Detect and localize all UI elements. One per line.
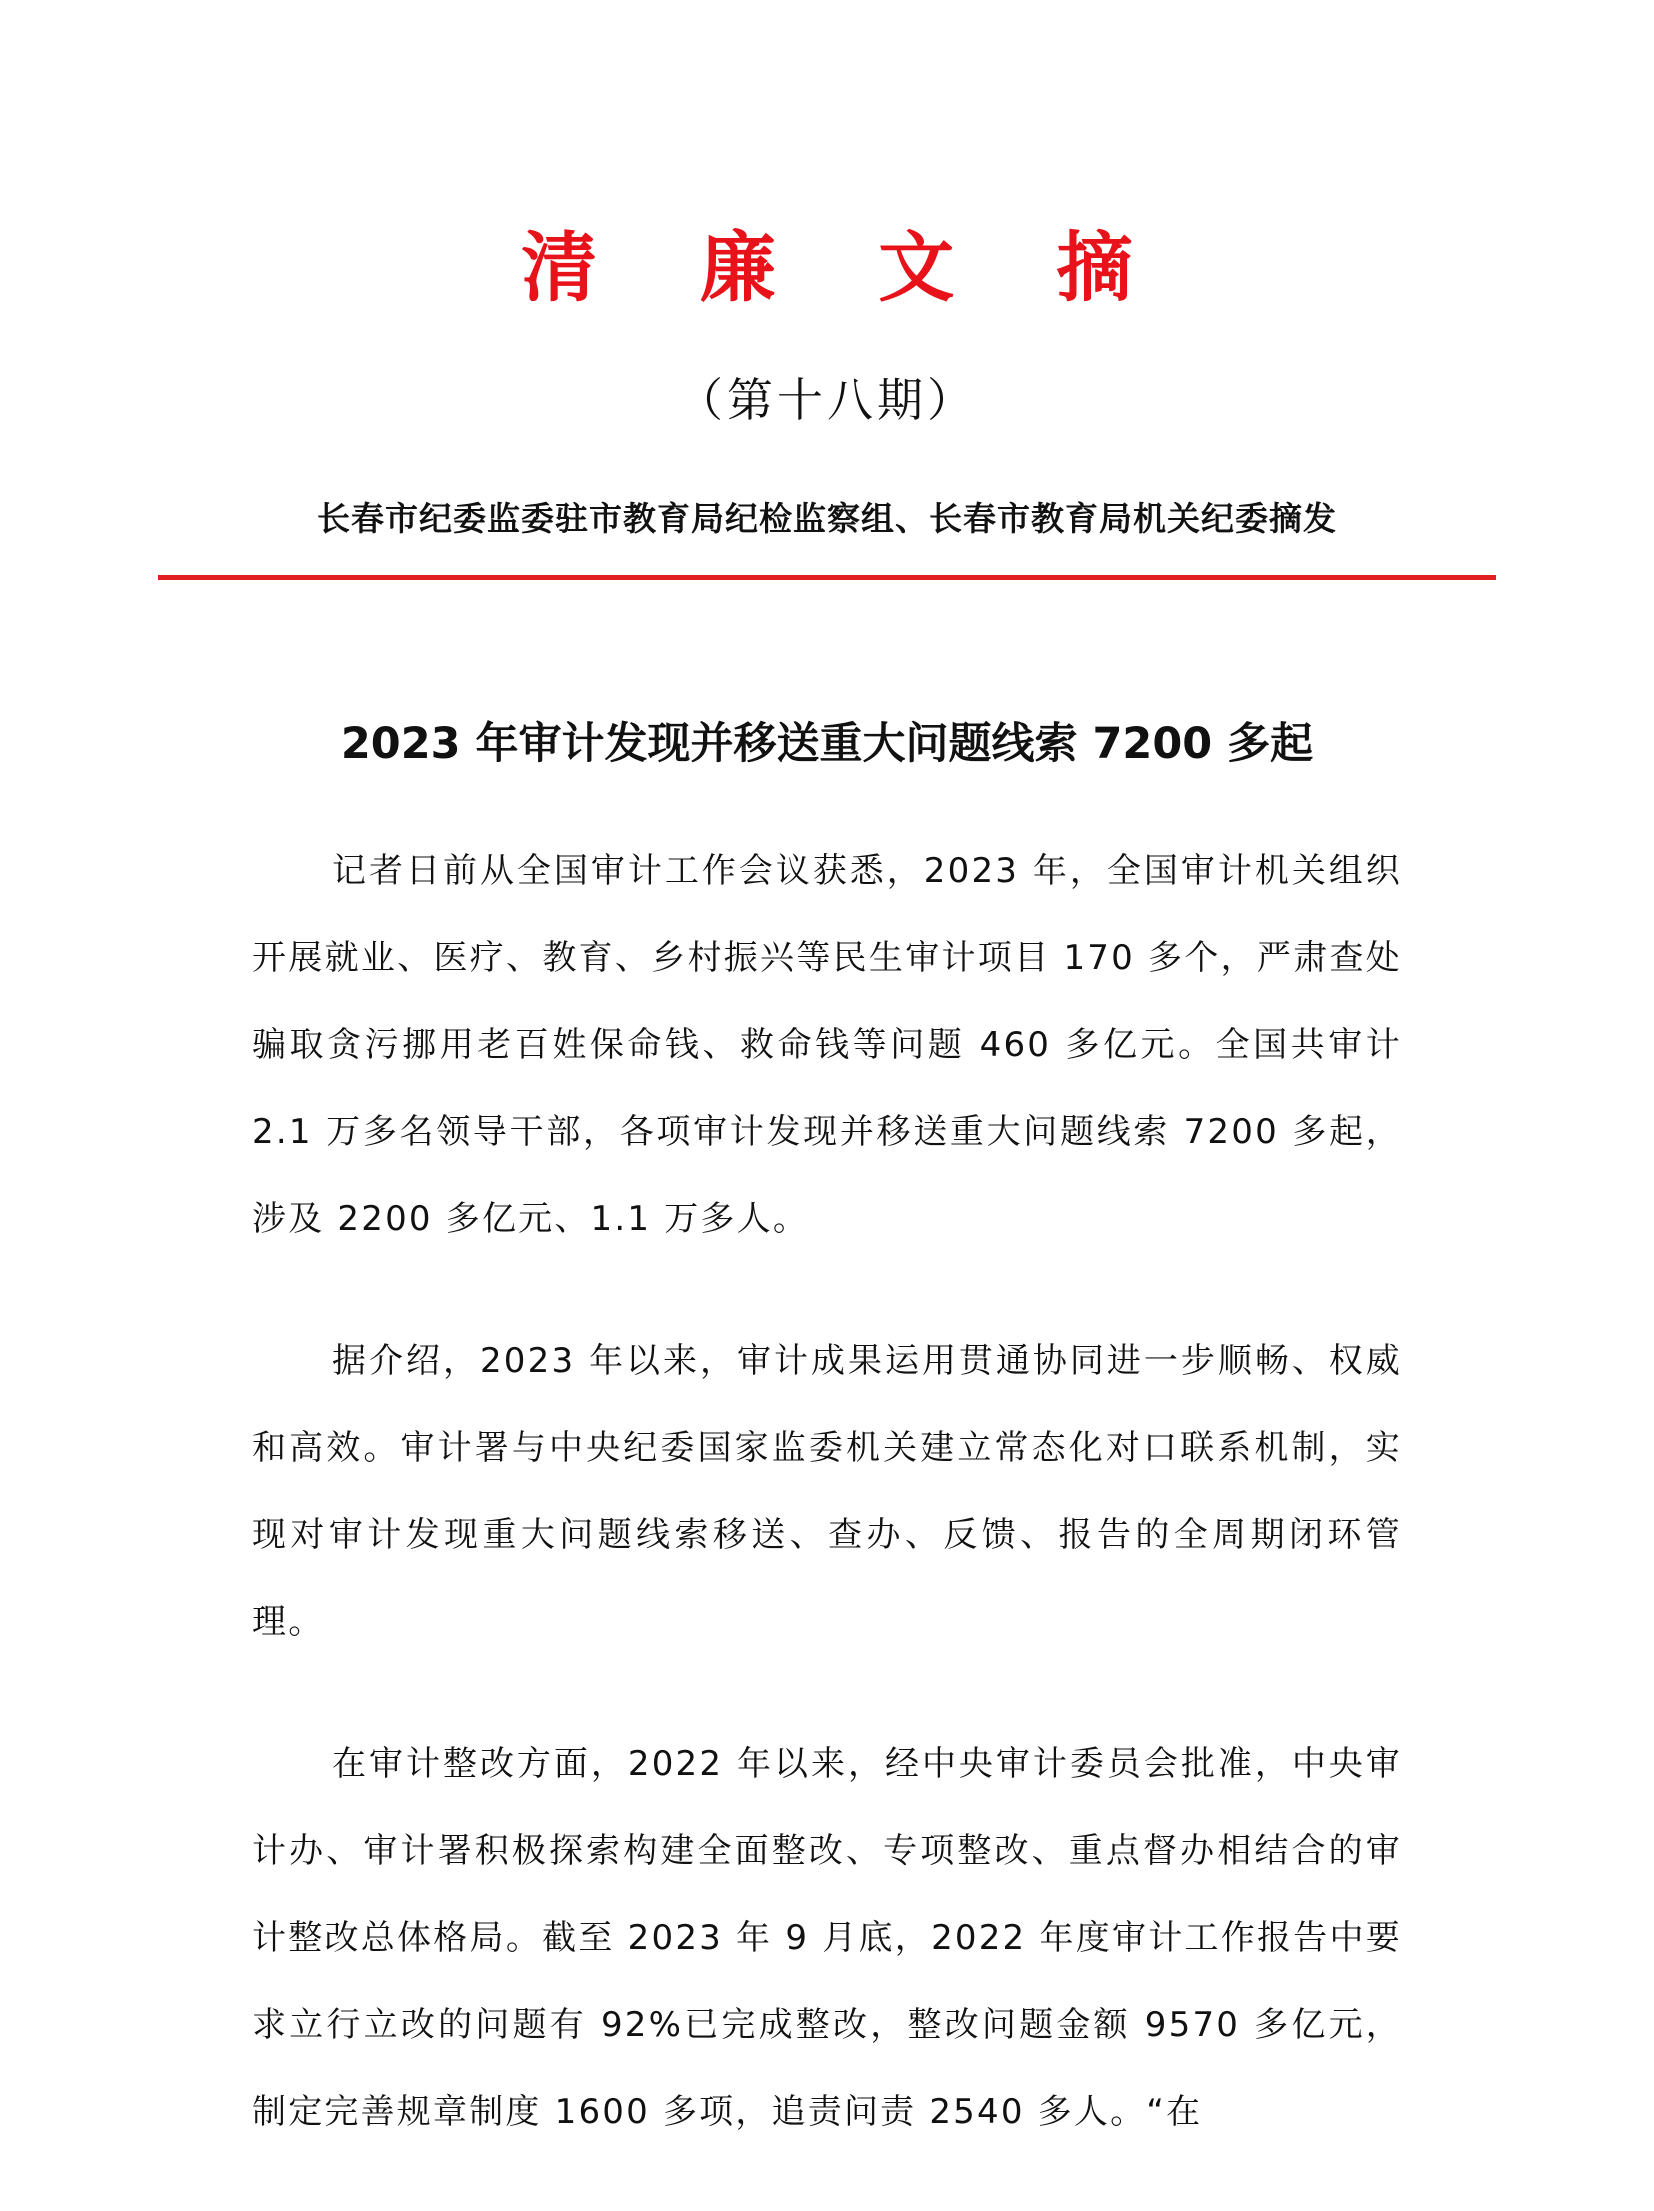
issue-number: （第十八期） [677, 373, 977, 427]
article-body [252, 828, 1402, 2211]
article-paragraph: 据介绍，2023 年以来，审计成果运用贯通协同进一步顺畅、权威和高效。审计署与中央纪委国家监委机关建立常态化对口联系机制，实现对审计发现重大问题线索移送、查办、反馈、报告的全周期闭环管理。 [252, 1341, 1402, 1642]
masthead-title: 清 廉 文 摘 [521, 223, 1171, 312]
article-title: 2023 年审计发现并移送重大问题线索 7200 多起 [340, 719, 1314, 769]
red-divider-rule [158, 575, 1496, 580]
publisher-line: 长春市纪委监委驻市教育局纪检监察组、长春市教育局机关纪委摘发 [317, 499, 1337, 538]
article-paragraph: 在审计整改方面，2022 年以来，经中央审计委员会批准，中央审计办、审计署积极探索构建全面整改、专项整改、重点督办相结合的审计整改总体格局。截至 2023 年 9 月底，2022 年度审计工作报告中要求立行立改的问题有 92%已完成整改，整改问题金额 9570 多亿元，制定完善规章制度 1600 多项，追责问责 2540 多人。“在 [252, 1744, 1402, 2132]
article-paragraph: 记者日前从全国审计工作会议获悉，2023 年，全国审计机关组织开展就业、医疗、教育、乡村振兴等民生审计项目 170 多个，严肃查处骗取贪污挪用老百姓保命钱、救命钱等问题 460 多亿元。全国共审计 2.1 万多名领导干部，各项审计发现并移送重大问题线索 7200 多起，涉及 2200 多亿元、1.1 万多人。 [252, 851, 1402, 1239]
